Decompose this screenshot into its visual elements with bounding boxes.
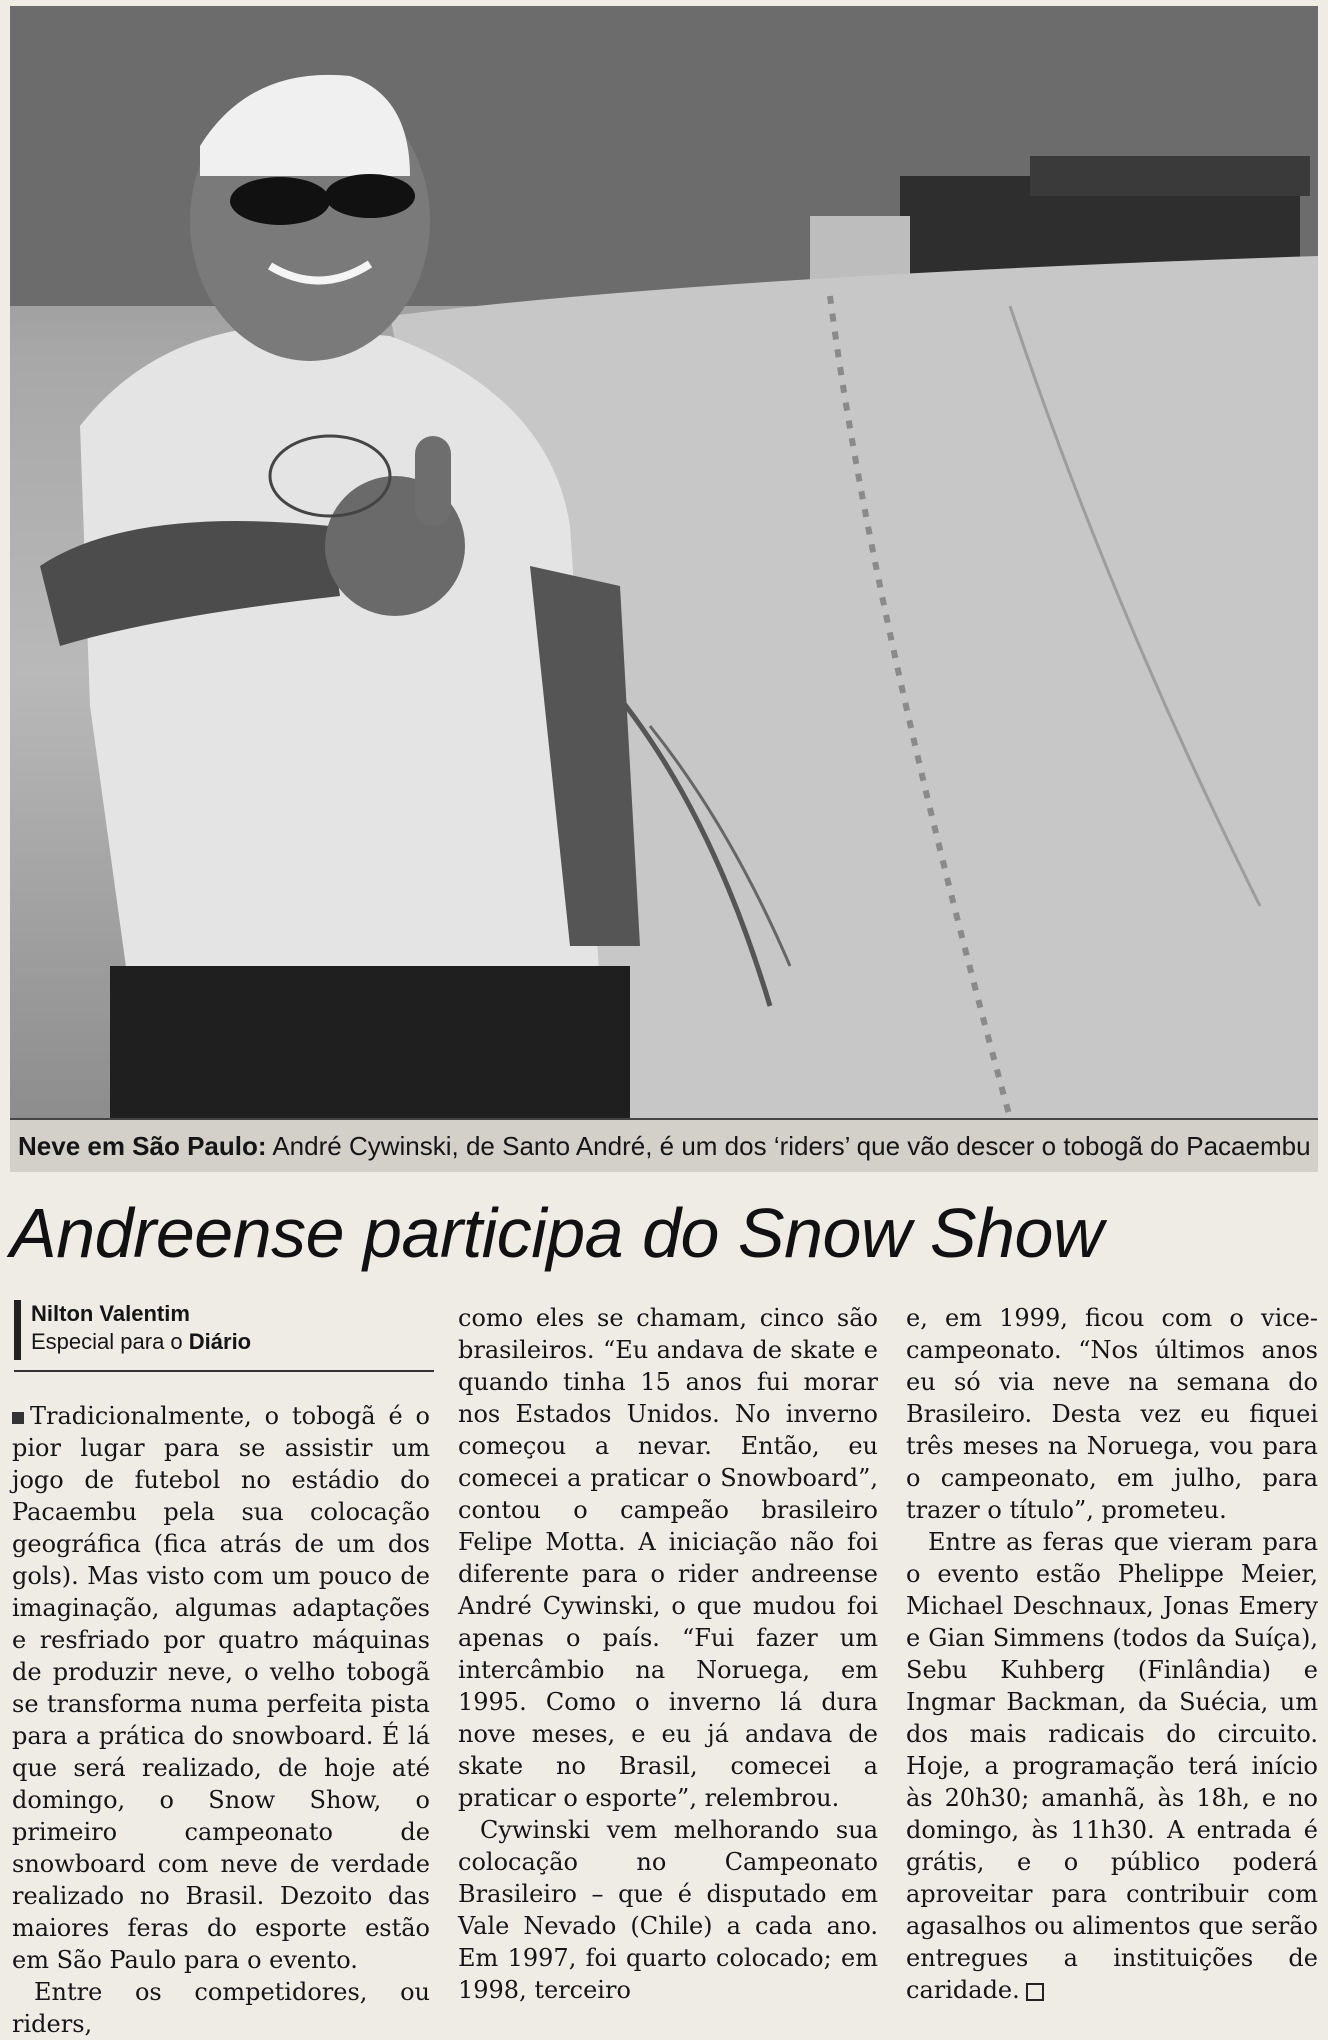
byline-role bbox=[31, 1328, 443, 1356]
paragraph: Cywinski vem melhorando sua colocação no Campeonato Brasileiro – que é disputado em Vale Nevado (Chile) a cada ano. Em 1997, foi quarto colocado; em 1998, terceiro bbox=[458, 1816, 878, 2004]
caption-text: André Cywinski, de Santo André, é um dos ‘riders’ que vão descer o tobogã do Pacaembu bbox=[266, 1131, 1311, 1161]
article-photo bbox=[10, 6, 1318, 1118]
paragraph: como eles se chamam, cinco são brasileiros. “Eu andava de skate e quando tinha 15 anos fui morar nos Estados Unidos. No inverno começou a nevar. Então, eu comecei a praticar o Snowboard”, contou o campeão brasileiro Felipe Motta. A iniciação não foi diferente para o rider andreense André Cywinski, o que mudou foi apenas o país. “Fui fazer um intercâmbio na Noruega, em 1995. Como o inverno lá dura nove meses, e eu já andava de skate no Brasil, comecei a praticar o esporte”, relembrou. bbox=[458, 1304, 878, 1812]
article-column-2 bbox=[458, 1302, 878, 2004]
paragraph: Entre os competidores, ou riders, bbox=[12, 1978, 430, 2038]
article-column-1 bbox=[12, 1400, 430, 2038]
paragraph bbox=[906, 1526, 1318, 2006]
paragraph: e, em 1999, ficou com o vice-campeonato. “Nos últimos anos eu só via neve na semana do Brasileiro. Desta vez eu fiquei três meses na Noruega, vou para o campeonato, em julho, para trazer o título”, prometeu. bbox=[906, 1304, 1318, 1524]
paragraph bbox=[12, 1400, 430, 1976]
byline-role-prefix: Especial para o bbox=[31, 1329, 189, 1354]
byline-divider bbox=[14, 1370, 434, 1372]
photo-caption bbox=[10, 1118, 1318, 1172]
article-column-3 bbox=[906, 1302, 1318, 2004]
article-headline: Andreense participa do Snow Show bbox=[10, 1194, 1104, 1272]
paragraph-text: Entre as feras que vieram para o evento estão Phelippe Meier, Michael Deschnaux, Jonas Emery e Gian Simmens (todos da Suíça), Sebu Kuhberg (Finlândia) e Ingmar Backman, da Suécia, um dos mais radicais do circuito. Hoje, a programação terá início às 20h30; amanhã, às 18h, e no domingo, às 11h30. A entrada é grátis, e o público poderá aproveitar para contribuir com agasalhos ou alimentos que serão entregues a instituições de caridade. bbox=[906, 1528, 1318, 2004]
paragraph-text: Tradicionalmente, o tobogã é o pior lugar para se assistir um jogo de futebol no estádio do Pacaembu pela sua colocação geográfica (fica atrás de um dos gols). Mas visto com um pouco de imaginação, algumas adaptações e resfriado por quatro máquinas de produzir neve, o velho tobogã se transforma numa perfeita pista para a prática do snowboard. É lá que será realizado, de hoje até domingo, o Snow Show, o primeiro campeonato de snowboard com neve de verdade realizado no Brasil. Dezoito das maiores feras do esporte estão em São Paulo para o evento. bbox=[12, 1402, 430, 1974]
byline-author: Nilton Valentim bbox=[31, 1301, 190, 1326]
snowboarder-thumbs-up-photo bbox=[10, 6, 1318, 1118]
byline-brand: Diário bbox=[188, 1329, 252, 1354]
byline bbox=[14, 1300, 443, 1360]
bullet-icon bbox=[12, 1412, 24, 1424]
end-mark-icon bbox=[1026, 1983, 1044, 2001]
caption-lead: Neve em São Paulo: bbox=[18, 1131, 267, 1161]
